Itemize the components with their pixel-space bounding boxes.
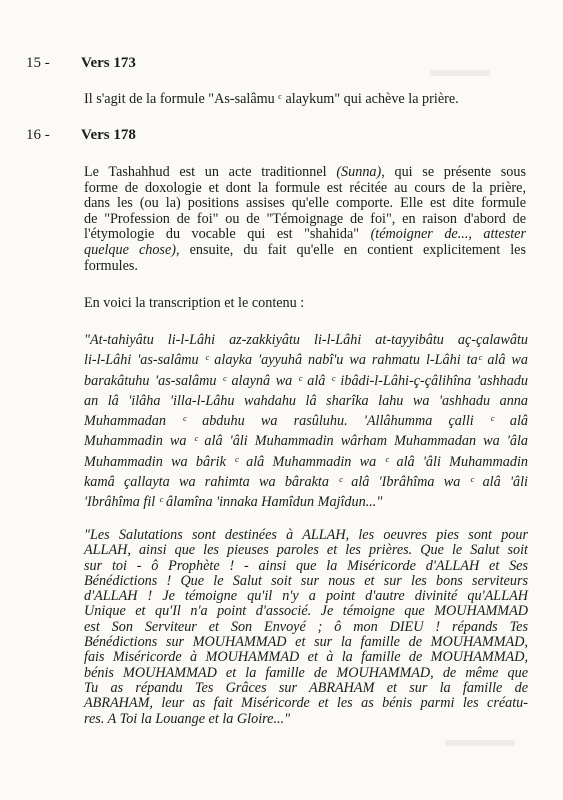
transliteration-line: li-l-Lâhi 'as-salâmu ᶜ alayka 'ayyuhâ nabî'u wa rahmatu l-Lâhi taᶜ alâ wa [84, 352, 528, 369]
transliteration-line: barakâtuhu 'as-salâmu ᶜ alaynâ wa ᶜ alâ ᶜ ibâdi-l-Lâhi-ç-çâlihîna 'ashhadu [84, 372, 528, 389]
paragraph-line: dans les (ou la) positions assises qu'elle comporte. Elle est dite formule [84, 195, 526, 212]
paragraph-line: forme de doxologie et dont la formule est récitée au cours de la prière, [84, 179, 526, 196]
translation-line: d'ALLAH ! Je témoigne qu'il n'y a point d'autre divinité qu'ALLAH [84, 588, 528, 605]
translation-line: ABRAHAM, leur as fait Miséricorde et les as bénis parmi les créatu- [84, 695, 528, 712]
translation-line: est Son Serviteur et Son Envoyé ; ô mon DIEU ! répands Tes [84, 618, 528, 635]
note-number: 15 - [26, 55, 50, 71]
transliteration-line: Muhammadin wa bârik ᶜ alâ Muhammadin wa ᶜ alâ 'âli Muhammadin [84, 453, 528, 470]
tashahhud-translation [84, 528, 528, 727]
translation-line: "Les Salutations sont destinées à ALLAH, les oeuvres pies sont pour [84, 527, 528, 543]
paragraph-line: En voici la transcription et le contenu : [84, 295, 305, 311]
note-number: 16 - [26, 127, 50, 143]
intro-line [84, 296, 526, 312]
paragraph-line: Le Tashahhud est un acte traditionnel (Sunna), qui se présente sous [84, 164, 526, 180]
note-paragraph [84, 92, 526, 108]
translation-line: bénis MOUHAMMAD et la famille de MOUHAMMAD, de même que [84, 664, 528, 681]
translation-line: Tu as répandu Tes Grâces sur ABRAHAM et sur la famille de [84, 679, 528, 696]
transliteration-line: Muhammadan ᶜ abduhu wa rasûluhu. 'Allâhumma çalli ᶜ alâ [84, 413, 528, 430]
bleed-through-mark [430, 70, 490, 76]
translation-line: Bénédictions ! Que le Salut soit sur nous et sur les bons serviteurs [84, 572, 528, 589]
paragraph-line: quelque chose), ensuite, du fait qu'elle en contient explicitement les [84, 241, 526, 258]
note-title: Vers 178 [81, 127, 136, 143]
tashahhud-explanation [84, 165, 526, 274]
transliteration-line: kamâ çallayta wa rahimta wa bârakta ᶜ alâ 'Ibrâhîma wa ᶜ alâ 'âli [84, 474, 528, 491]
translation-line: Bénédictions sur MOUHAMMAD et sur la famille de MOUHAMMAD, [84, 634, 528, 651]
translation-line: res. A Toi la Louange et la Gloire..." [84, 710, 291, 727]
bleed-through-mark [445, 740, 515, 746]
paragraph-line: l'étymologie du vocable qui est "shahida" (témoigner de..., attester [84, 226, 526, 243]
translation-line: Unique et qu'Il n'a point d'associé. Je témoigne que MOUHAMMAD [84, 603, 528, 620]
paragraph-line: formules. [84, 257, 138, 274]
note-title: Vers 173 [81, 55, 136, 71]
tashahhud-transliteration [84, 330, 528, 513]
transliteration-line: an lâ 'ilâha 'illa-l-Lâhu wahdahu lâ sharîka lahu wa 'ashhadu anna [84, 392, 528, 409]
transliteration-line: "At-tahiyâtu li-l-Lâhi az-zakkiyâtu li-l-Lâhi at-tayyibâtu aç-çalawâtu [84, 332, 528, 348]
transliteration-line: 'Ibrâhîma fil ᶜ âlamîna 'innaka Hamîdun Majîdun..." [84, 494, 383, 511]
translation-line: ALLAH, ainsi que les pieuses paroles et les prières. Que le Salut soit [84, 542, 528, 559]
transliteration-line: Muhammadin wa ᶜ alâ 'âli Muhammadin wârham Muhammadan wa 'âla [84, 433, 528, 450]
paragraph-line: de "Profession de foi" ou de "Témoignage de foi", en raison d'abord de [84, 210, 526, 227]
translation-line: fais Miséricorde à MOUHAMMAD et à la famille de MOUHAMMAD, [84, 649, 528, 666]
paragraph-line: Il s'agit de la formule "As-salâmu ᶜ alaykum" qui achève la prière. [84, 91, 459, 107]
translation-line: sur toi - ô Prophète ! - ainsi que la Miséricorde d'ALLAH et Ses [84, 557, 528, 574]
